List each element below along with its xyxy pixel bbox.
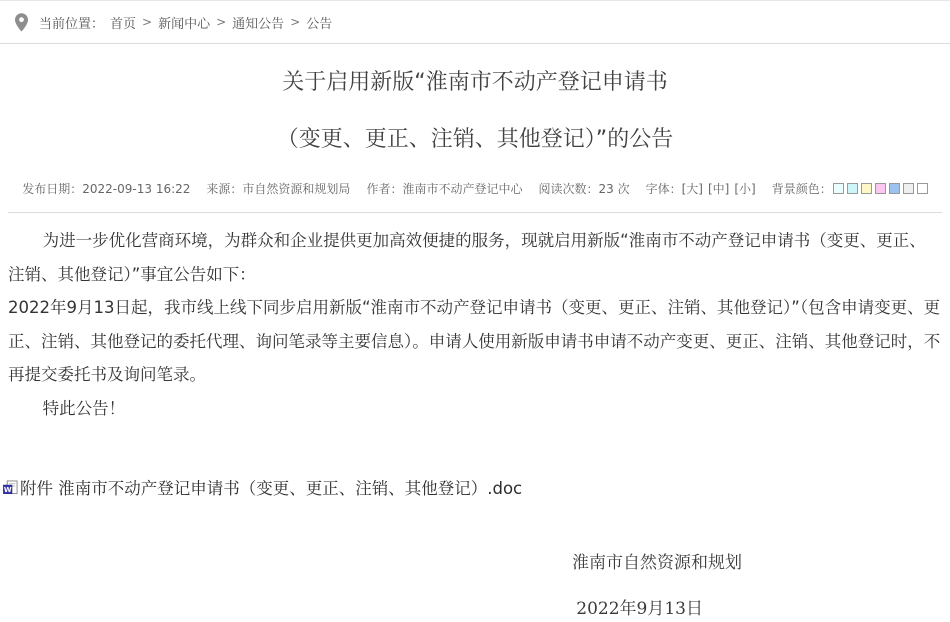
background-color-swatches [833, 183, 928, 194]
bg-color-swatch-5[interactable] [889, 183, 900, 194]
signature-date: 2022年9月13日 [576, 599, 703, 619]
bg-color-swatch-1[interactable] [833, 183, 844, 194]
breadcrumb-item-notices[interactable]: 通知公告 [232, 16, 285, 32]
bg-color-swatch-7[interactable] [917, 183, 928, 194]
view-count-label: 阅读次数： [538, 182, 599, 196]
signature: 淮南市自然资源和规划 [572, 553, 742, 573]
source-value: 市自然资源和规划局 [242, 182, 351, 196]
author-value: 淮南市不动产登记中心 [402, 182, 523, 196]
author [366, 180, 522, 197]
author-label: 作者： [366, 182, 403, 196]
breadcrumb-item-home[interactable]: 首页 [110, 16, 137, 32]
svg-text:W: W [3, 484, 12, 494]
bg-color-swatch-2[interactable] [847, 183, 858, 194]
font-size-large-button[interactable]: [大] [681, 182, 703, 196]
font-size-small-button[interactable]: [小] [734, 182, 756, 196]
paragraph-1: 为进一步优化营商环境，为群众和企业提供更加高效便捷的服务，现就启用新版“淮南市不动产登记申请书（变更、更正、注销、其他登记）”事宜公告如下： [8, 231, 926, 284]
article-body [8, 213, 942, 425]
source-label: 来源： [206, 182, 243, 196]
breadcrumb-separator: > [216, 15, 227, 29]
breadcrumb [39, 13, 332, 32]
attachment-row [3, 475, 950, 499]
view-count-value: 23 次 [598, 182, 630, 196]
view-count [538, 180, 629, 197]
publish-date-label: 发布日期： [22, 182, 83, 196]
background-color-label: 背景颜色： [771, 182, 832, 196]
source [206, 180, 350, 197]
font-size-control [646, 180, 756, 197]
attachment-link[interactable]: 附件 淮南市不动产登记申请书（变更、更正、注销、其他登记）.doc [20, 479, 523, 498]
breadcrumb-item-news-center[interactable]: 新闻中心 [158, 16, 211, 32]
bg-color-swatch-3[interactable] [861, 183, 872, 194]
bg-color-swatch-6[interactable] [903, 183, 914, 194]
breadcrumb-label: 当前位置： [39, 16, 105, 32]
breadcrumb-bar [0, 0, 950, 44]
font-size-medium-button[interactable]: [中] [707, 182, 730, 196]
breadcrumb-item-announcement[interactable]: 公告 [306, 16, 333, 32]
article-meta [0, 180, 950, 197]
bg-color-swatch-4[interactable] [875, 183, 886, 194]
location-pin-icon [13, 12, 30, 33]
article-title-line1: 关于启用新版“淮南市不动产登记申请书 [282, 70, 668, 95]
paragraph-3: 特此公告！ [42, 398, 126, 418]
breadcrumb-separator: > [142, 15, 153, 29]
word-document-icon [3, 480, 18, 495]
article-title-line2: （变更、更正、注销、其他登记）”的公告 [276, 127, 674, 152]
article-title [0, 71, 950, 152]
publish-date [22, 180, 190, 197]
breadcrumb-separator: > [290, 15, 301, 29]
font-size-label: 字体： [645, 182, 682, 196]
background-color-control [772, 180, 928, 197]
paragraph-2: 2022年9月13日起，我市线上线下同步启用新版“淮南市不动产登记申请书（变更、更正、注销、其他登记）”（包含申请变更、更正、注销、其他登记的委托代理、询问笔录等主要信息）。申请人使用新版申请书申请不动产变更、更正、注销、其他登记时，不再提交委托书及询问笔录。 [8, 298, 941, 384]
publish-date-value: 2022-09-13 16:22 [82, 181, 191, 196]
